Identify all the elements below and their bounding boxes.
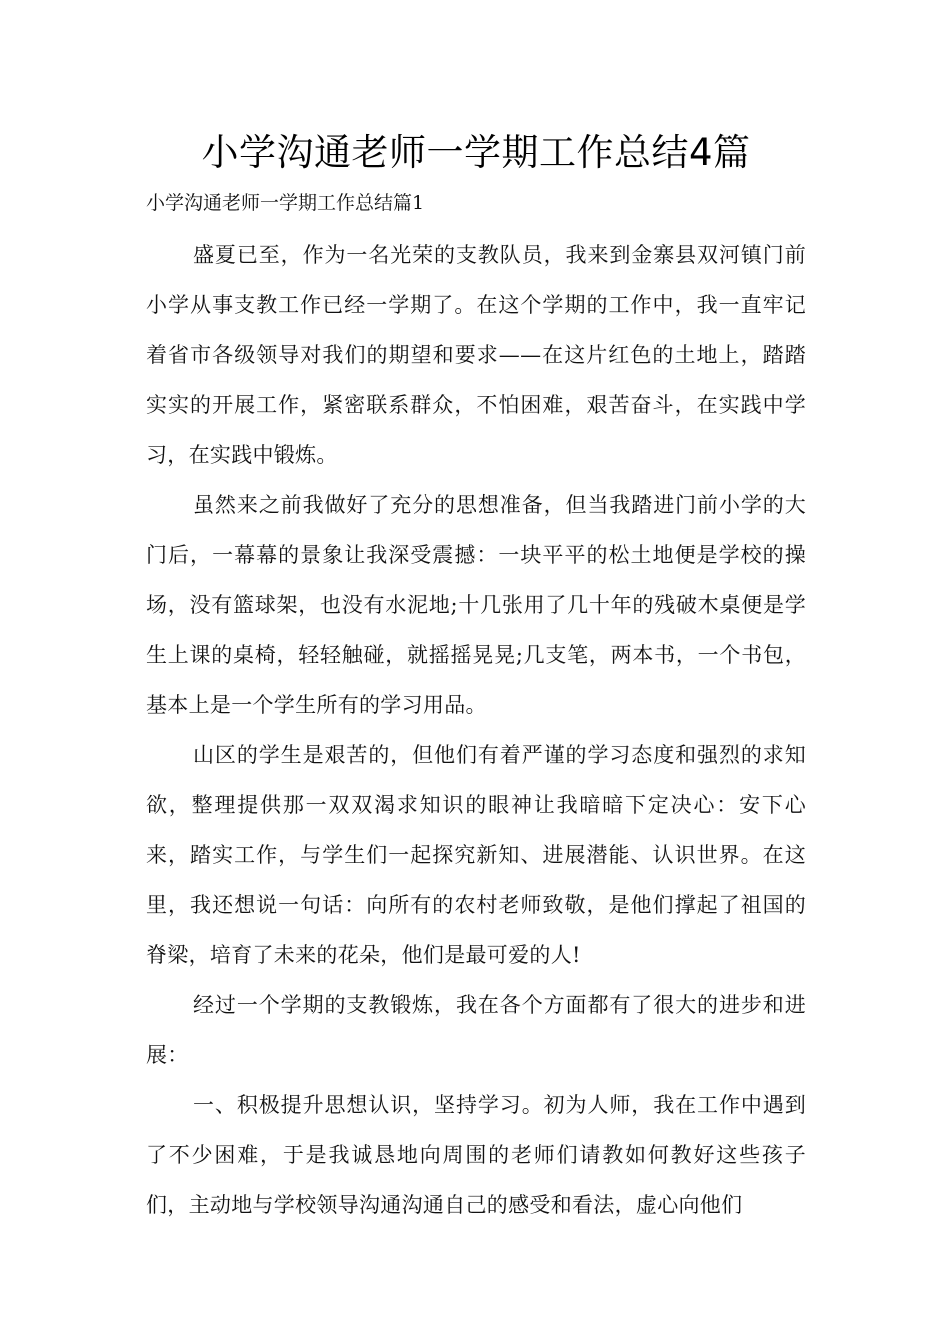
paragraph: 经过一个学期的支教锻炼，我在各个方面都有了很大的进步和进展： bbox=[146, 993, 806, 1067]
paragraph: 山区的学生是艰苦的，但他们有着严谨的学习态度和强烈的求知欲，整理提供那一双双渴求知识的眼神让我暗暗下定决心：安下心来，踏实工作，与学生们一起探究新知、进展潜能、认识世界。在这里，我还想说一句话：向所有的农村老师致敬，是他们撑起了祖国的脊梁，培育了未来的花朵，他们是最可爱的人! bbox=[146, 743, 806, 967]
paragraph: 虽然来之前我做好了充分的思想准备，但当我踏进门前小学的大门后，一幕幕的景象让我深受震撼：一块平平的松土地便是学校的操场，没有篮球架，也没有水泥地;十几张用了几十年的残破木桌便是学生上课的桌椅，轻轻触碰，就摇摇晃晃;几支笔，两本书，一个书包，基本上是一个学生所有的学习用品。 bbox=[146, 493, 806, 717]
document-page bbox=[146, 128, 806, 1230]
document-title: 小学沟通老师一学期工作总结4篇 bbox=[201, 131, 751, 174]
paragraph: 盛夏已至，作为一名光荣的支教队员，我来到金寨县双河镇门前小学从事支教工作已经一学期了。在这个学期的工作中，我一直牢记着省市各级领导对我们的期望和要求——在这片红色的土地上，踏踏实实的开展工作，紧密联系群众，不怕困难，艰苦奋斗，在实践中学习，在实践中锻炼。 bbox=[146, 243, 806, 467]
paragraph: 一、积极提升思想认识，坚持学习。初为人师，我在工作中遇到了不少困难，于是我诚恳地向周围的老师们请教如何教好这些孩子们，主动地与学校领导沟通沟通自己的感受和看法，虚心向他们 bbox=[146, 1093, 806, 1217]
section-heading: 小学沟通老师一学期工作总结篇1 bbox=[146, 192, 425, 214]
document-body bbox=[146, 230, 806, 1230]
